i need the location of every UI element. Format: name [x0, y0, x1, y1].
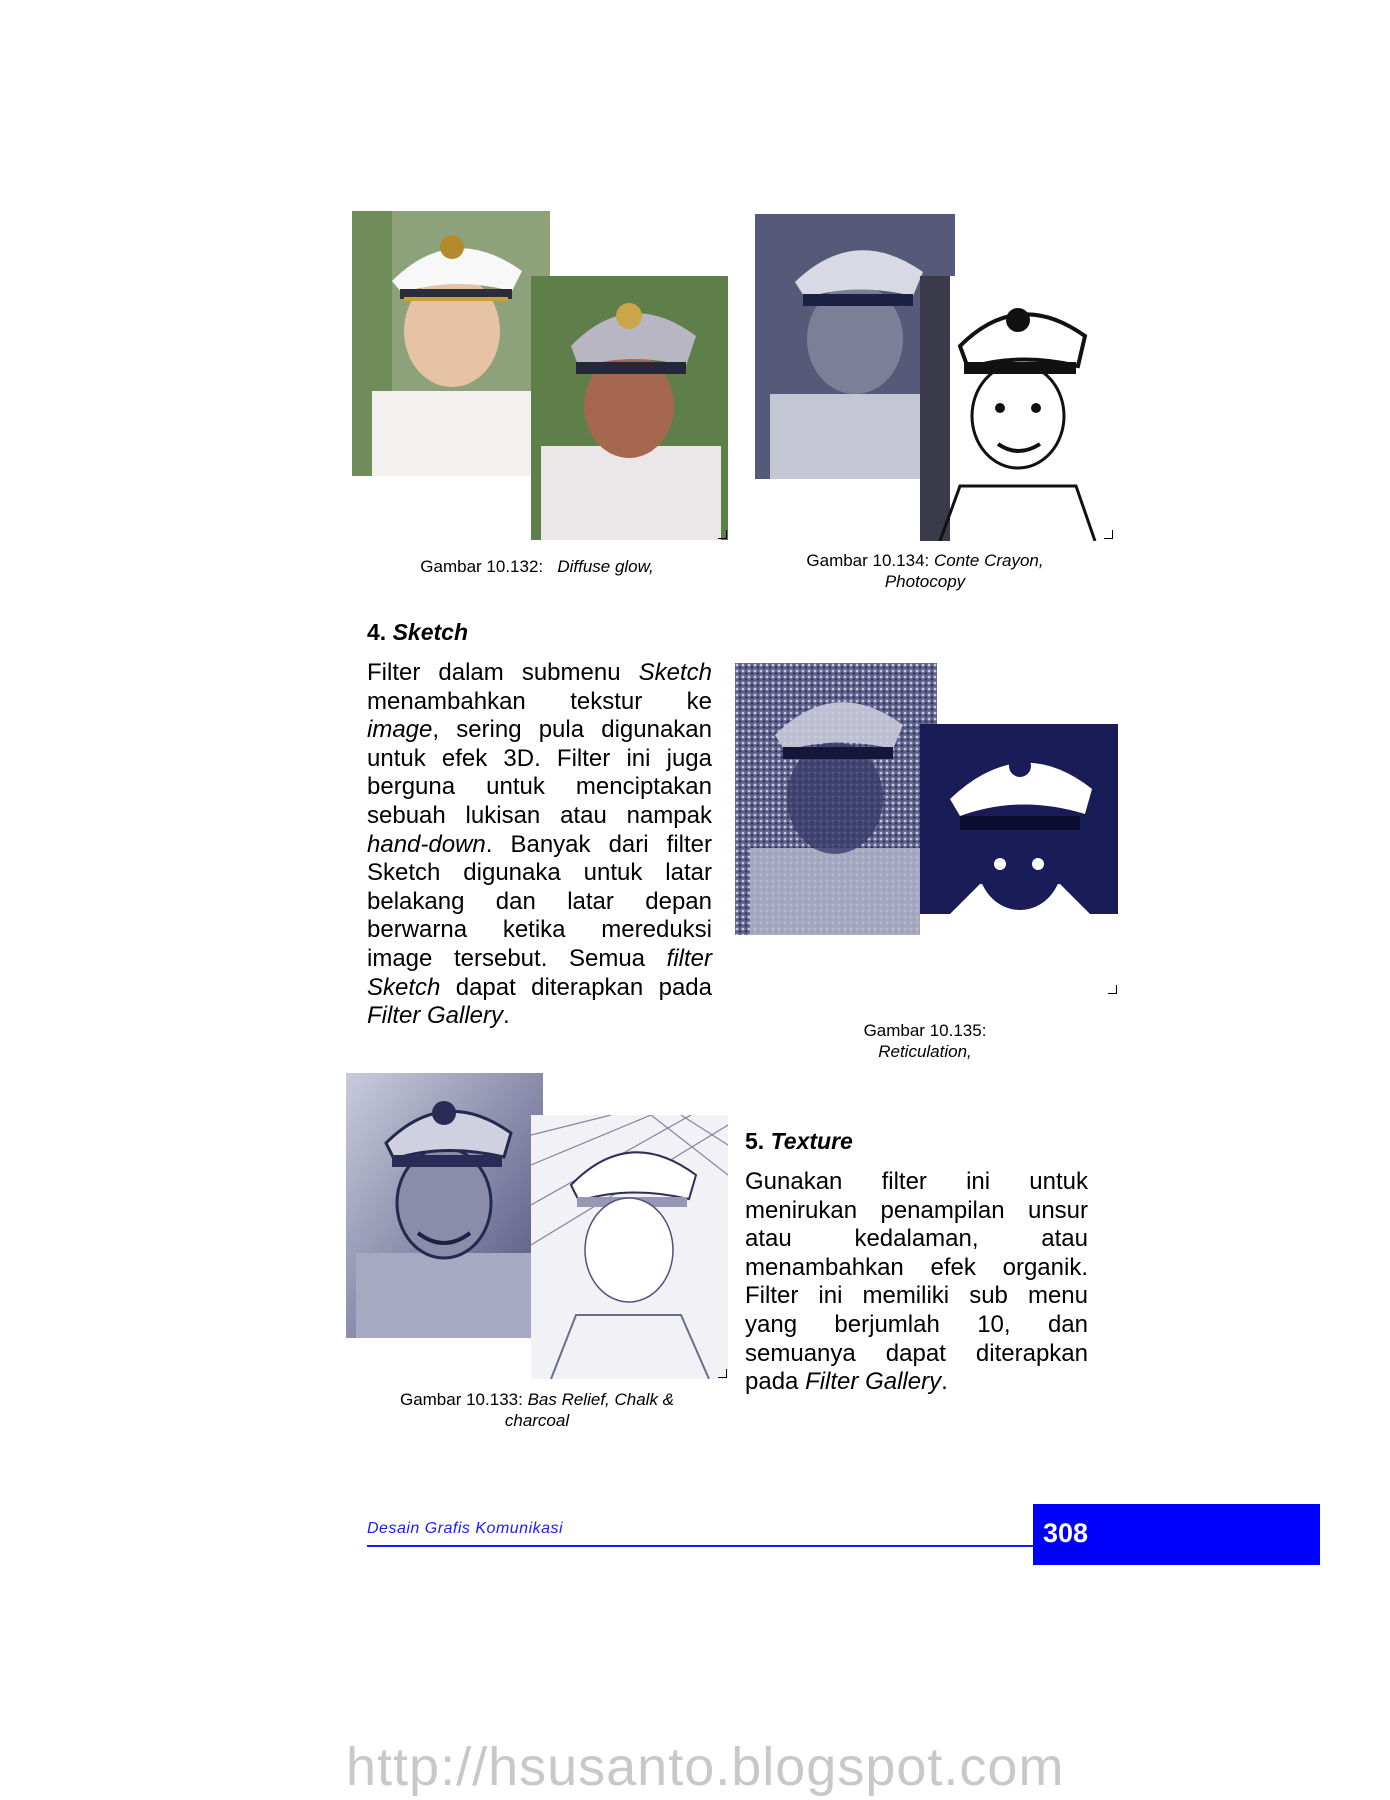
page-number-badge [1033, 1504, 1320, 1565]
body-text-italic: filter Sketch [367, 944, 712, 1001]
section-title: Texture [770, 1128, 853, 1154]
photo-corner-mark [1108, 985, 1117, 994]
caption-label: Gambar 10.135: [863, 1021, 987, 1040]
caption-italic: Reticulation, [878, 1042, 972, 1061]
caption-italic: Bas Relief, Chalk & [527, 1390, 675, 1409]
caption-fig-10-132 [352, 556, 722, 577]
footer-book-title: Desain Grafis Komunikasi [367, 1520, 564, 1537]
page-number: 308 [1043, 1518, 1089, 1548]
watermark-url: http://hsusanto.blogspot.com [346, 1737, 1065, 1797]
photo-diffuse-glow-original [352, 211, 550, 476]
body-text-italic: image [367, 716, 433, 744]
footer-rule [367, 1545, 1035, 1547]
body-text-run: Gunakan filter ini untuk menirukan penampilan unsur atau kedalaman, atau menambahkan efek organik. Filter ini memiliki sub menu yang berjumlah 10, dan semuanya dapat diterapkan pada [745, 1168, 1088, 1396]
photo-corner-mark [1104, 530, 1113, 539]
body-text-run: Filter dalam submenu [367, 659, 639, 686]
section-title: Sketch [392, 619, 469, 645]
caption-label: Gambar 10.133: [399, 1390, 523, 1409]
body-text-italic: Filter Gallery [367, 1002, 504, 1030]
caption-fig-10-133 [352, 1389, 722, 1431]
photo-chalk-charcoal [531, 1115, 728, 1379]
body-text-italic: Filter Gallery [805, 1368, 942, 1396]
photo-diffuse-glow-filtered [531, 276, 728, 540]
caption-italic: Photocopy [884, 572, 966, 591]
section-number: 4. [367, 619, 387, 645]
body-text-italic: Sketch [638, 659, 712, 686]
body-text-run: . [503, 1002, 510, 1030]
photo-corner-mark [718, 530, 727, 539]
body-text-run: . Banyak dari filter Sketch digunaka untuk latar belakang dan latar depan berwarna ketika mereduksi image tersebut. Semua [367, 830, 712, 972]
photo-bas-relief [346, 1073, 543, 1338]
photo-reticulation-threshold [920, 724, 1118, 994]
section-4-heading [367, 619, 468, 646]
caption-italic: charcoal [504, 1411, 570, 1430]
body-text-run: menambahkan tekstur ke [367, 687, 712, 715]
body-text-run: . [941, 1368, 948, 1396]
body-text-run: dapat diterapkan pada [440, 973, 712, 1001]
caption-label: Gambar 10.134: [806, 551, 930, 570]
section-4-body [367, 659, 712, 1031]
photo-reticulation [735, 663, 937, 935]
caption-label: Gambar 10.132: [420, 557, 544, 576]
body-text-italic: hand-down [367, 830, 486, 858]
caption-fig-10-135 [740, 1020, 1110, 1062]
section-5-body [745, 1168, 1088, 1397]
body-text-run: , sering pula digunakan untuk efek 3D. Filter ini juga berguna untuk menciptakan sebuah lukisan atau nampak [367, 716, 712, 829]
caption-fig-10-134 [740, 550, 1110, 592]
photo-corner-mark [718, 1369, 727, 1378]
section-5-heading [745, 1128, 853, 1155]
photo-photocopy [920, 276, 1113, 541]
caption-italic: Diffuse glow, [557, 557, 654, 576]
caption-italic: Conte Crayon, [933, 551, 1044, 570]
section-number: 5. [745, 1128, 765, 1154]
